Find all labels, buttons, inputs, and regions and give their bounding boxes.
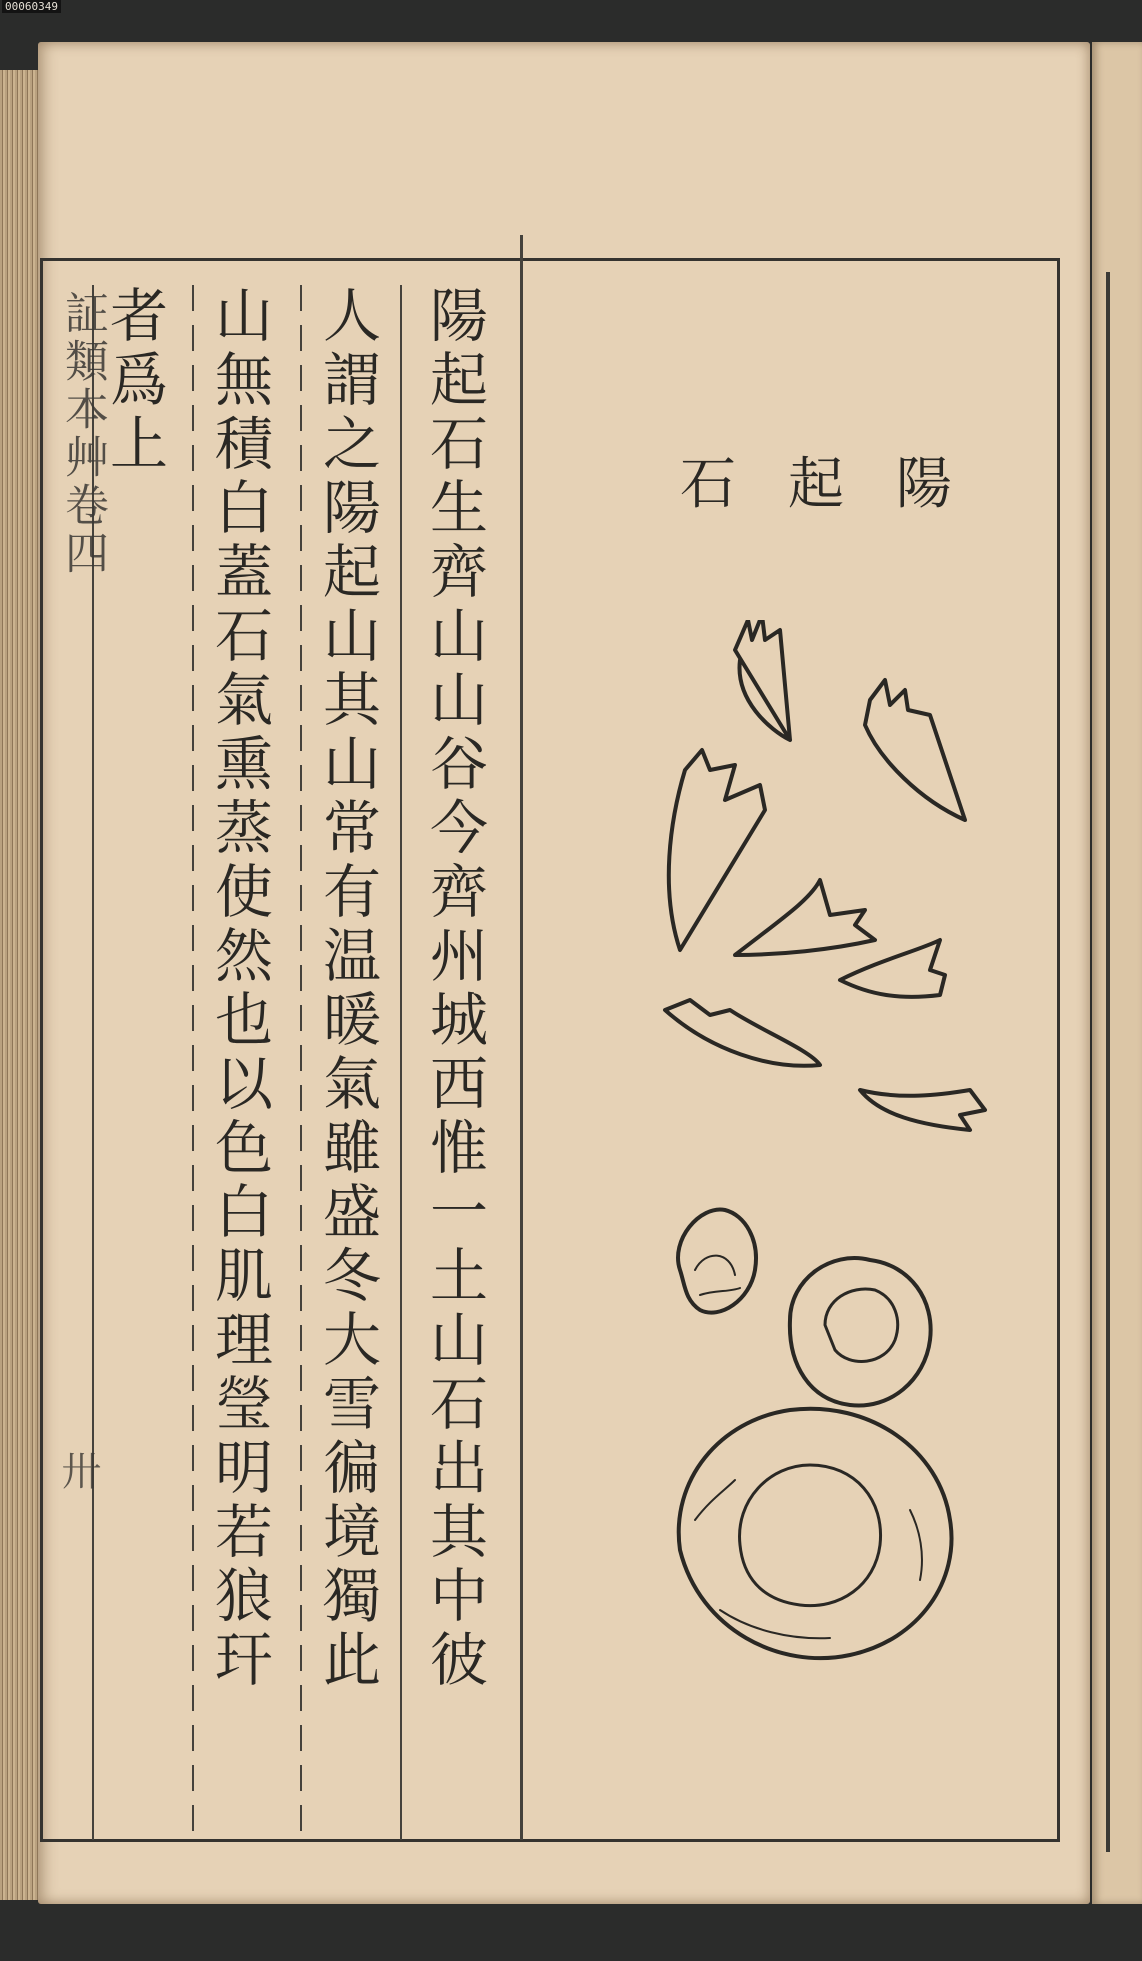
page-id-label: 00060349 xyxy=(2,0,61,13)
book-scan xyxy=(0,30,1142,1930)
leaf-fragment-icon xyxy=(735,620,790,740)
text-column-3: 山無積白蓋石氣熏蒸使然也以色白肌理瑩明若狼玕 xyxy=(205,285,273,1693)
leaf-fragment-icon xyxy=(865,680,965,820)
leaf-fragment-icon xyxy=(669,750,765,950)
column-divider xyxy=(300,285,302,1840)
text-column-2: 人謂之陽起山其山常有温暖氣雖盛冬大雪徧境獨此 xyxy=(313,285,381,1693)
center-fold-label: 証類本艸卷四 xyxy=(57,290,108,578)
stone-lump-icon xyxy=(678,1210,756,1313)
stone-lump-icon xyxy=(679,1409,952,1658)
text-column-4: 者爲上 xyxy=(100,285,168,477)
stone-lump-icon xyxy=(790,1258,931,1405)
mineral-illustration xyxy=(640,620,1020,1710)
leaf-fragment-icon xyxy=(840,940,945,997)
column-divider xyxy=(192,285,194,1840)
illustration-title: 陽起石 xyxy=(680,452,1004,517)
column-divider xyxy=(400,285,402,1840)
page-number: 卅 xyxy=(55,1450,101,1490)
leaf-fragment-icon xyxy=(860,1090,985,1130)
leaf-fragment-icon xyxy=(665,1000,820,1066)
next-page-edge xyxy=(1092,42,1142,1904)
column-divider xyxy=(520,235,523,1840)
text-column-1: 陽起石生齊山山谷今齊州城西惟一土山石出其中彼 xyxy=(420,285,488,1693)
leaf-fragment-icon xyxy=(735,880,875,955)
